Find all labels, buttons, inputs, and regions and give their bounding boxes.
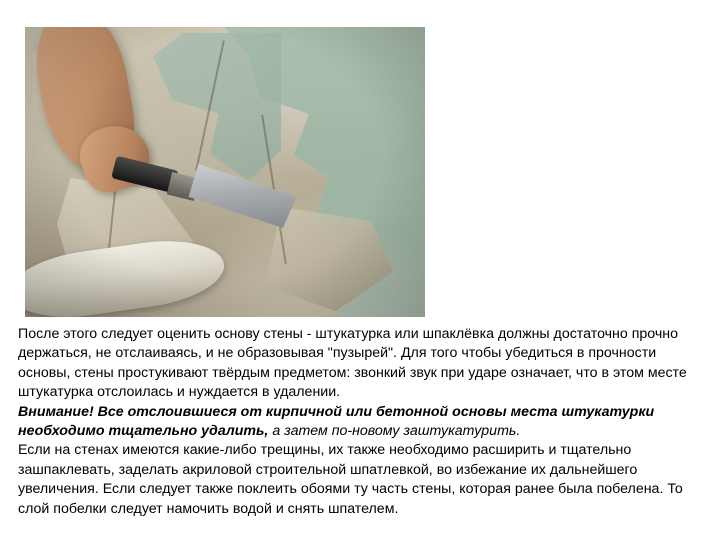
body-text bbox=[18, 325, 704, 519]
paragraph-warning bbox=[18, 403, 704, 442]
warning-tail: а затем по-новому заштукатурить. bbox=[272, 423, 521, 440]
wall-plaster-removal-photo bbox=[25, 27, 425, 317]
paragraph-cracks: Если на стенах имеются какие-либо трещины, их также необходимо расширить и тщательно зашпаклевать, заделать акриловой строительной шпатлевкой, во избежание их дальнейшего увеличения. Если следует также поклеить обоями ту часть стены, которая ранее была побелена. То слой побелки следует намочить водой и снять шпателем. bbox=[18, 442, 683, 517]
paragraph-intro: После этого следует оценить основу стены - штукатурка или шпаклёвка должны достаточно прочно держаться, не отслаиваясь, и не образовывая "пузырей". Для того чтобы убедиться в прочности основы, стены простукивают твёрдым предметом: звонкий звук при ударе означает, что в этом месте штукатурка отслоилась и нуждается в удалении. bbox=[18, 326, 687, 401]
warning-lead: Внимание! Все отслоившиеся от кирпичной или бетонной основы места штукатурки необходимо тщательно удалить, bbox=[18, 403, 655, 440]
photo-content bbox=[25, 27, 425, 317]
